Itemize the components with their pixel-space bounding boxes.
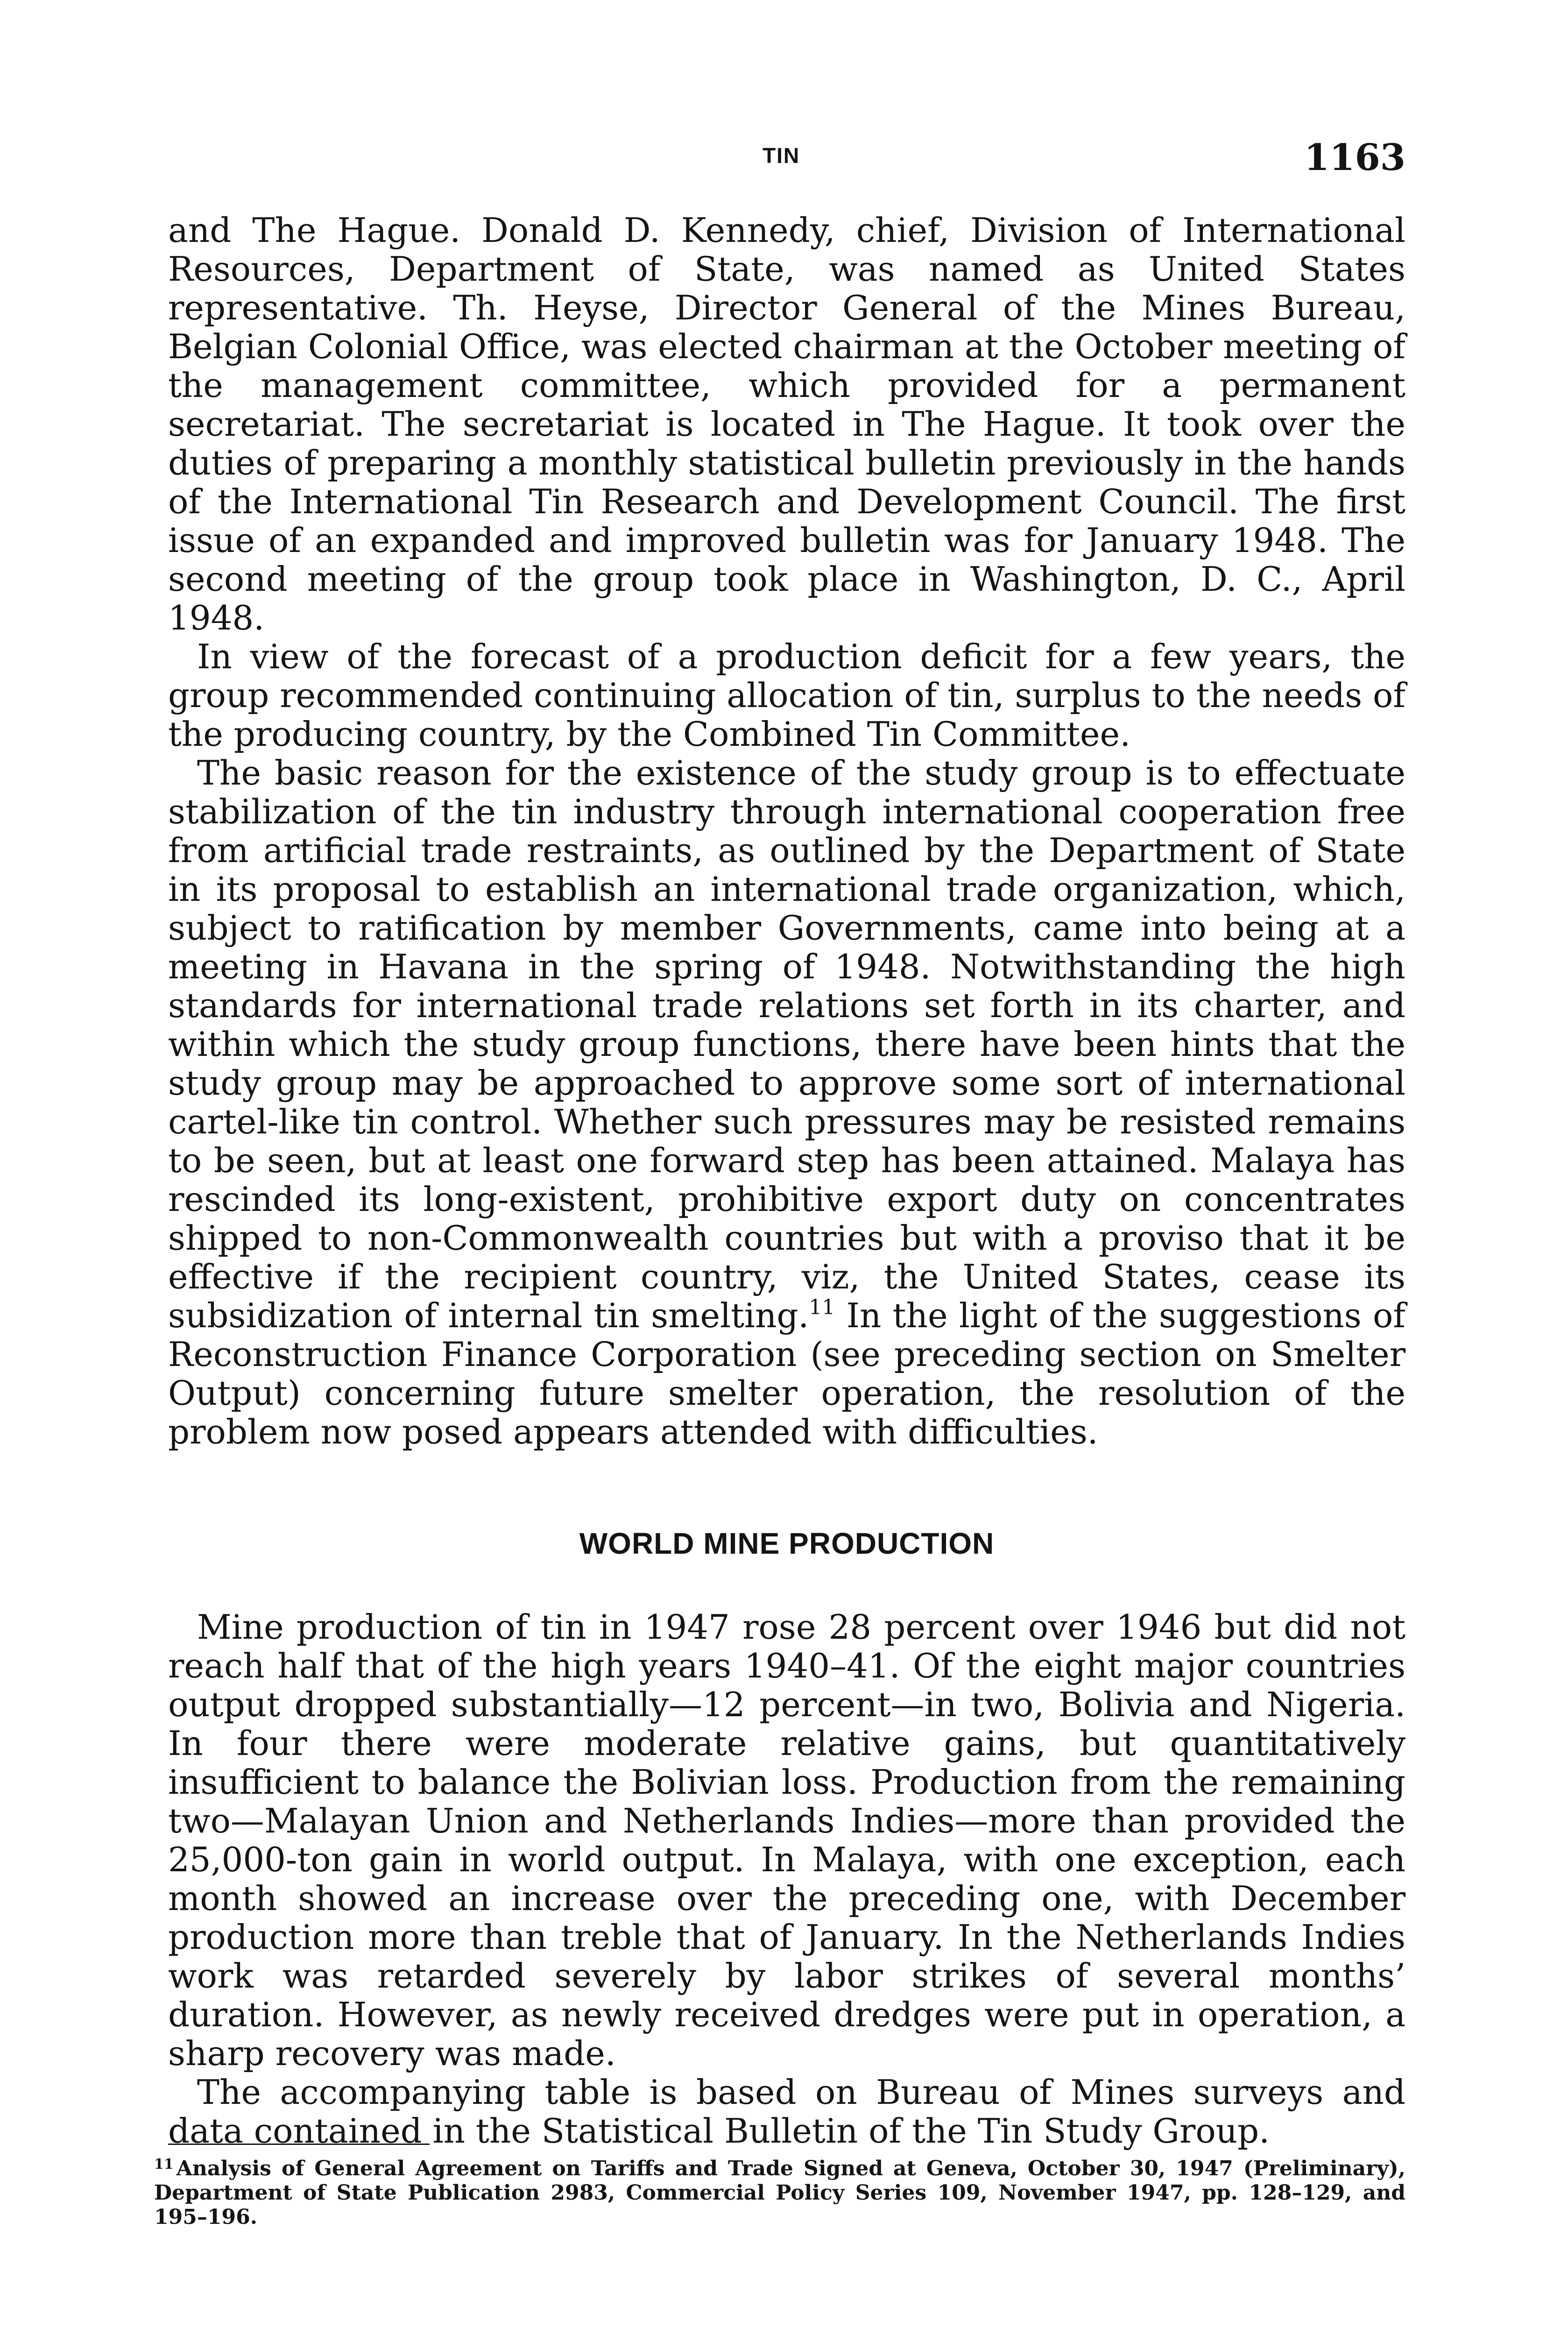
running-title: TIN: [763, 143, 800, 168]
paragraph-text-before-footnote: The basic reason for the existence of the study group is to effectuate stabilization of the tin industry through international cooperation free from artificial trade restraints, as outlined by the Department of State in its proposal to establish an international trade organization, which, subject to ratification by member Governments, came into being at a meeting in Havana in the spring of 1948. Notwithstanding the high standards for international trade relations set forth in its charter, and within which the study group functions, there have been hints that the study group may be approached to approve some sort of international cartel-like tin control. Whether such pressures may be resisted remains to be seen, but at least one forward step has been attained. Malaya has rescinded its long-existent, prohibitive export duty on concentrates shipped to non-Commonwealth countries but with a proviso that it be effective if the recipient country, viz, the United States, cease its subsidization of internal tin smelting.: [168, 753, 1406, 1335]
paragraph-mine-production: Mine production of tin in 1947 rose 28 percent over 1946 but did not reach half that of the high years 1940–41. Of the eight major countries output dropped substantially—12 percent—in two, Bolivia and Nigeria. In four there were moderate relative gains, but quantitatively insufficient to balance the Bolivian loss. Production from the remaining two—Malayan Union and Netherlands Indies—more than provided the 25,000-ton gain in world output. In Malaya, with one exception, each month showed an increase over the preceding one, with December production more than treble that of January. In the Netherlands Indies work was retarded severely by labor strikes of several months’ duration. However, as newly received dredges were put in operation, a sharp recovery was made.: [168, 1607, 1406, 2073]
footnote-text: Analysis of General Agreement on Tariffs and Trade Signed at Geneva, October 30, 1947 (Preliminary), Department of State Publication 2983, Commercial Policy Series 109, November 1947, pp. 128–129, and 195–196.: [154, 2157, 1406, 2229]
footnote-reference: 11: [809, 1295, 835, 1319]
footnote-divider: [168, 2144, 430, 2145]
paragraph-table-source: The accompanying table is based on Bureau of Mines surveys and data contained in the Statistical Bulletin of the Tin Study Group.: [168, 2073, 1406, 2151]
body-text-top: [168, 211, 1406, 1451]
paragraph-text-after-footnote: In the light of the suggestions of Reconstruction Finance Corporation (see preceding section on Smelter Output) concerning future smelter operation, the resolution of the problem now posed appears attended with difficulties.: [168, 1296, 1406, 1451]
paragraph-study-group-purpose: [168, 754, 1406, 1451]
section-heading: WORLD MINE PRODUCTION: [579, 1527, 995, 1560]
footnote-number: 11: [154, 2156, 174, 2172]
body-text-bottom: [168, 1608, 1406, 2151]
page-number: 1163: [1304, 136, 1406, 179]
paragraph-allocation: In view of the forecast of a production deficit for a few years, the group recommended continuing allocation of tin, surplus to the needs of the producing country, by the Combined Tin Committee.: [168, 637, 1406, 754]
footnote: [154, 2157, 1406, 2229]
running-header: [168, 136, 1406, 188]
paragraph-continued: and The Hague. Donald D. Kennedy, chief, Division of International Resources, Department of State, was named as United States representative. Th. Heyse, Director General of the Mines Bureau, Belgian Colonial Office, was elected chairman at the October meeting of the management committee, which provided for a permanent secretariat. The secretariat is located in The Hague. It took over the duties of preparing a monthly statistical bulletin previously in the hands of the International Tin Research and Development Council. The first issue of an expanded and improved bulletin was for January 1948. The second meeting of the group took place in Washington, D. C., April 1948.: [168, 211, 1406, 637]
